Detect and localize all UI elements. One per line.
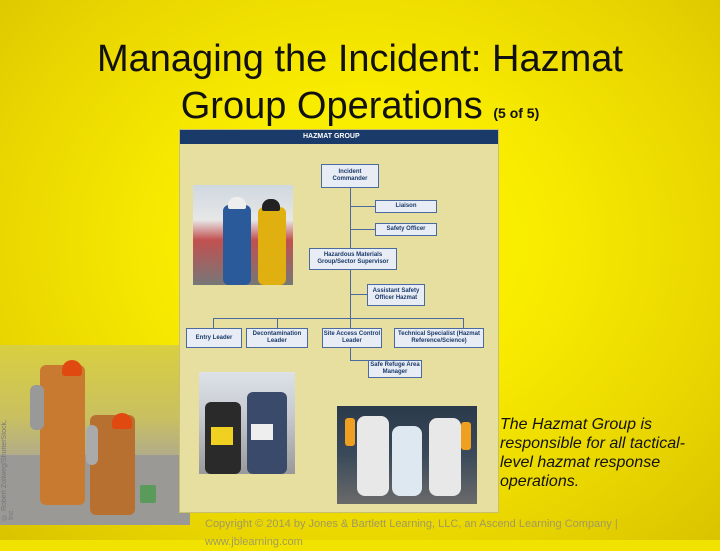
briefing-vest (211, 427, 233, 445)
incident-commander-box: Incident Commander (321, 164, 379, 188)
commanders-photo (193, 185, 293, 285)
connector-entry-drop (213, 318, 214, 328)
commander-helmet-1 (228, 197, 246, 209)
connector-decon-drop (277, 318, 278, 328)
hazmat-suits-photo (337, 406, 477, 504)
air-tank (30, 385, 44, 430)
connector-site-drop (350, 308, 351, 328)
connector-branch-horizontal (213, 318, 463, 319)
hazmat-suit-1 (357, 416, 389, 496)
entry-leader-box: Entry Leader (186, 328, 242, 348)
firefighter-helmet-1 (62, 360, 82, 376)
safe-refuge-box: Safe Refuge Area Manager (368, 360, 422, 378)
firefighter-helmet-2 (112, 413, 132, 429)
commander-figure-2 (258, 207, 286, 285)
assistant-safety-box: Assistant Safety Officer Hazmat (367, 284, 425, 306)
connector-assistant (350, 294, 367, 295)
connector-liaison (350, 206, 375, 207)
connector-refuge (350, 348, 351, 360)
hazmat-suit-2 (392, 426, 422, 496)
firefighters-photo (0, 345, 190, 525)
decon-leader-box: Decontamination Leader (246, 328, 308, 348)
org-chart-panel (179, 129, 499, 513)
title-line-2-text: Group Operations (180, 85, 483, 127)
title-line-1: Managing the Incident: Hazmat (97, 38, 623, 80)
slide-title (0, 36, 720, 137)
commander-helmet-2 (262, 199, 280, 211)
liaison-box: Liaison (375, 200, 437, 213)
connector-safety (350, 229, 375, 230)
org-chart-header: HAZMAT GROUP (180, 130, 498, 144)
briefing-photo (199, 372, 295, 474)
copyright-footer: Copyright © 2014 by Jones & Bartlett Learning, LLC, an Ascend Learning Company | www.jblearning.com (205, 518, 618, 548)
title-suffix: (5 of 5) (493, 105, 540, 121)
body-text: The Hazmat Group is responsible for all tactical-level hazmat response operations. (500, 416, 685, 490)
technical-specialist-box: Technical Specialist (Hazmat Reference/Science) (394, 328, 484, 348)
safety-officer-box: Safety Officer (375, 223, 437, 236)
group-supervisor-box: Hazardous Materials Group/Sector Supervisor (309, 248, 397, 270)
hazmat-tank-2 (461, 422, 471, 450)
commander-figure-1 (223, 205, 251, 285)
firefighter-figure-1 (40, 365, 85, 505)
connector-refuge-h (350, 360, 368, 361)
air-tank-2 (86, 425, 98, 465)
bucket (140, 485, 156, 503)
photo-credit: © Robert Zollweg/ShutterStock, Inc. (1, 420, 15, 520)
site-access-box: Site Access Control Leader (322, 328, 382, 348)
hazmat-suit-3 (429, 418, 461, 496)
hazmat-tank-1 (345, 418, 355, 446)
connector-tech-drop (463, 318, 464, 328)
briefing-clipboard (251, 424, 273, 440)
